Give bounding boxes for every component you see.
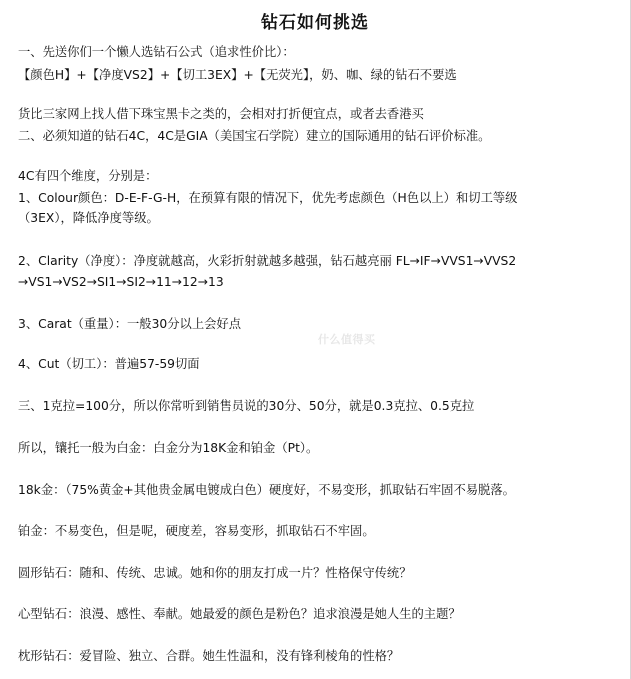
text-line: 【颜色H】+【净度VS2】+【切工3EX】+【无荧光】，奶、咖、绿的钻石不要选 <box>18 68 457 82</box>
text-line: （3EX），降低净度等级。 <box>18 211 159 225</box>
text-line: 4C有四个维度，分别是： <box>18 169 158 183</box>
text-line: 枕形钻石：爱冒险、独立、合群。她生性温和，没有锋利棱角的性格？ <box>18 649 400 663</box>
watermark: 什么值得买 <box>318 333 376 346</box>
text-line: 18k金：（75%黄金+其他贵金属电镀成白色）硬度好，不易变形，抓取钻石牢固不易脱落。 <box>18 483 515 497</box>
text-line: 所以，镶托一般为白金：白金分为18K金和铂金（Pt）。 <box>18 441 319 455</box>
document-title: 钻石如何挑选 <box>261 13 369 33</box>
text-line: 圆形钻石：随和、传统、忠诚。她和你的朋友打成一片？性格保守传统？ <box>18 566 412 580</box>
text-line: 1、Colour颜色：D-E-F-G-H，在预算有限的情况下，优先考虑颜色（H色以上）和切工等级 <box>18 191 518 205</box>
text-line: 三、1克拉=100分，所以你常听到销售员说的30分、50分，就是0.3克拉、0.5克拉 <box>18 399 475 413</box>
text-line: →VS1→VS2→SI1→SI2→11→12→13 <box>18 275 224 289</box>
text-line: 铂金：不易变色，但是呢，硬度差，容易变形，抓取钻石不牢固。 <box>18 524 375 538</box>
text-line: 3、Carat（重量）：一般30分以上会好点 <box>18 317 242 331</box>
text-line: 4、Cut（切工）：普遍57-59切面 <box>18 357 200 371</box>
text-line: 2、Clarity（净度）：净度就越高，火彩折射就越多越强，钻石越亮丽 FL→IF→VVS1→VVS2 <box>18 254 517 268</box>
text-line: 二、必须知道的钻石4C，4C是GIA（美国宝石学院）建立的国际通用的钻石评价标准。 <box>18 129 491 143</box>
text-line: 心型钻石：浪漫、感性、奉献。她最爱的颜色是粉色？追求浪漫是她人生的主题？ <box>18 607 461 621</box>
text-line: 一、先送你们一个懒人选钻石公式（追求性价比）： <box>18 45 295 59</box>
text-line: 货比三家网上找人借下珠宝黑卡之类的，会相对打折便宜点，或者去香港买 <box>18 107 424 121</box>
